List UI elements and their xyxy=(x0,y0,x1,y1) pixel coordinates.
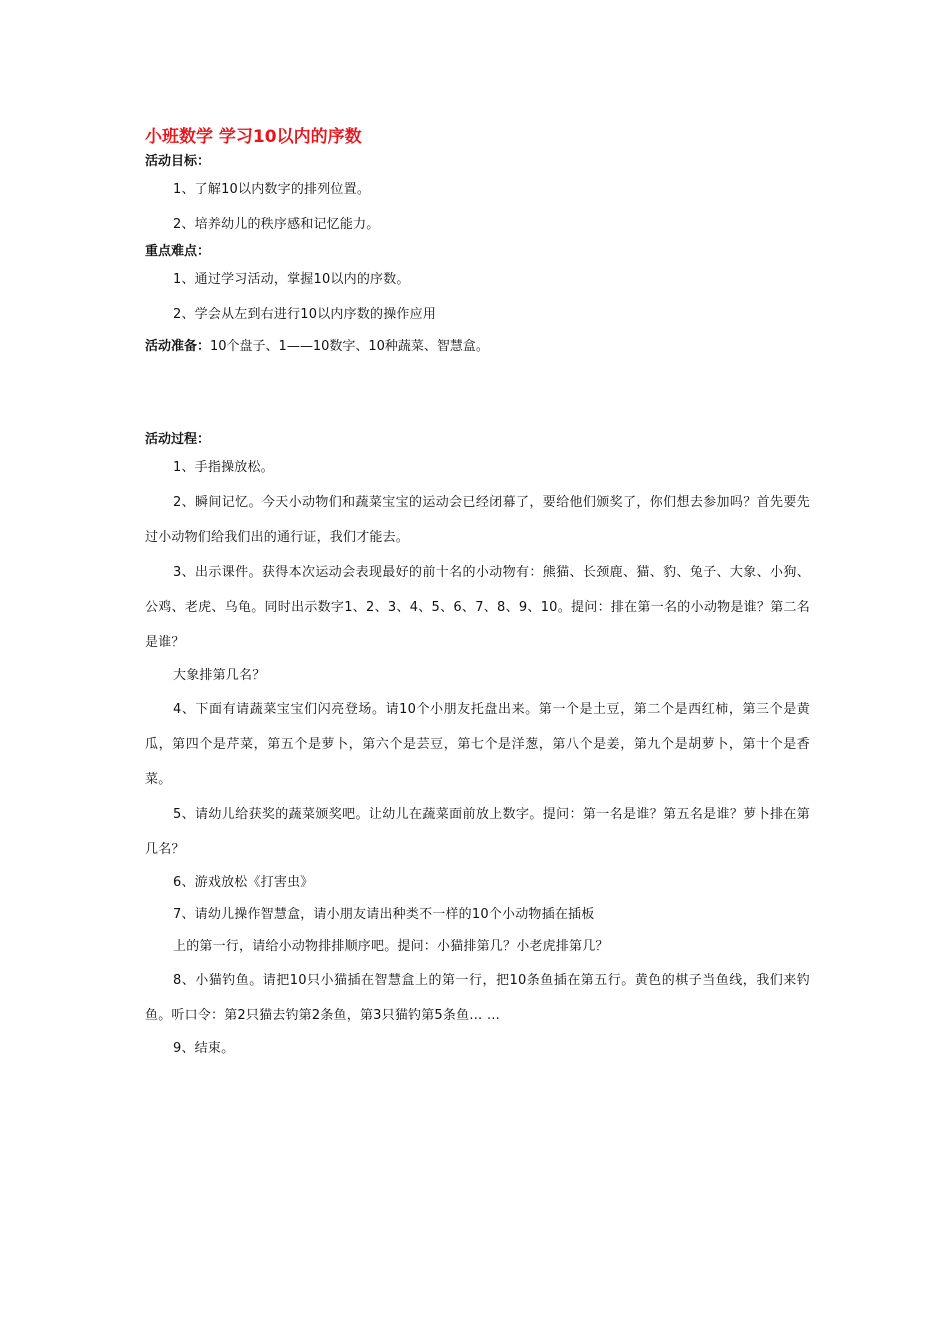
process-heading: 活动过程： xyxy=(145,432,211,447)
document-content xyxy=(145,122,810,1065)
preparation-label: 活动准备： xyxy=(145,339,211,354)
process-item: 9、结束。 xyxy=(173,1041,235,1056)
key-point-item: 2、学会从左到右进行10以内序数的操作应用 xyxy=(173,307,437,322)
process-item: 3、出示课件。获得本次运动会表现最好的前十名的小动物有：熊猫、长颈鹿、猫、豹、兔子、大象、小狗、公鸡、老虎、乌龟。同时出示数字1、2、3、4、5、6、7、8、9、10。提问：排在第一名的小动物是谁？第二名是谁？ xyxy=(145,565,810,650)
goal-item: 1、了解10以内数字的排列位置。 xyxy=(173,182,371,197)
process-item: 5、请幼儿给获奖的蔬菜颁奖吧。让幼儿在蔬菜面前放上数字。提问：第一名是谁？第五名是谁？萝卜排在第几名？ xyxy=(145,807,810,857)
spacer xyxy=(145,362,810,430)
goals-heading: 活动目标： xyxy=(145,154,211,169)
preparation-line xyxy=(145,332,810,362)
process-item: 6、游戏放松《打害虫》 xyxy=(173,875,314,890)
preparation-text: 10个盘子、1——10数字、10种蔬菜、智慧盒。 xyxy=(210,339,489,354)
key-points-heading: 重点难点： xyxy=(145,244,211,259)
goal-item: 2、培养幼儿的秩序感和记忆能力。 xyxy=(173,217,380,232)
process-item: 7、请幼儿操作智慧盒，请小朋友请出种类不一样的10个小动物插在插板 xyxy=(173,907,595,922)
process-item: 1、手指操放松。 xyxy=(173,460,274,475)
process-item: 2、瞬间记忆。今天小动物们和蔬菜宝宝的运动会已经闭幕了，要给他们颁奖了，你们想去参加吗？首先要先过小动物们给我们出的通行证，我们才能去。 xyxy=(145,495,810,545)
process-item: 上的第一行，请给小动物排排顺序吧。提问：小猫排第几？小老虎排第几？ xyxy=(173,939,609,954)
process-item: 4、下面有请蔬菜宝宝们闪亮登场。请10个小朋友托盘出来。第一个是土豆，第二个是西红柿，第三个是黄瓜，第四个是芹菜，第五个是萝卜，第六个是芸豆，第七个是洋葱，第八个是姜，第九个是胡萝卜，第十个是香菜。 xyxy=(145,702,810,787)
process-item: 8、小猫钓鱼。请把10只小猫插在智慧盒上的第一行，把10条鱼插在第五行。黄色的棋子当鱼线，我们来钓鱼。听口令：第2只猫去钓第2条鱼，第3只猫钓第5条鱼… … xyxy=(145,973,810,1023)
document-title: 小班数学 学习10以内的序数 xyxy=(145,127,362,147)
key-point-item: 1、通过学习活动，掌握10以内的序数。 xyxy=(173,272,410,287)
process-item: 大象排第几名？ xyxy=(173,668,266,683)
